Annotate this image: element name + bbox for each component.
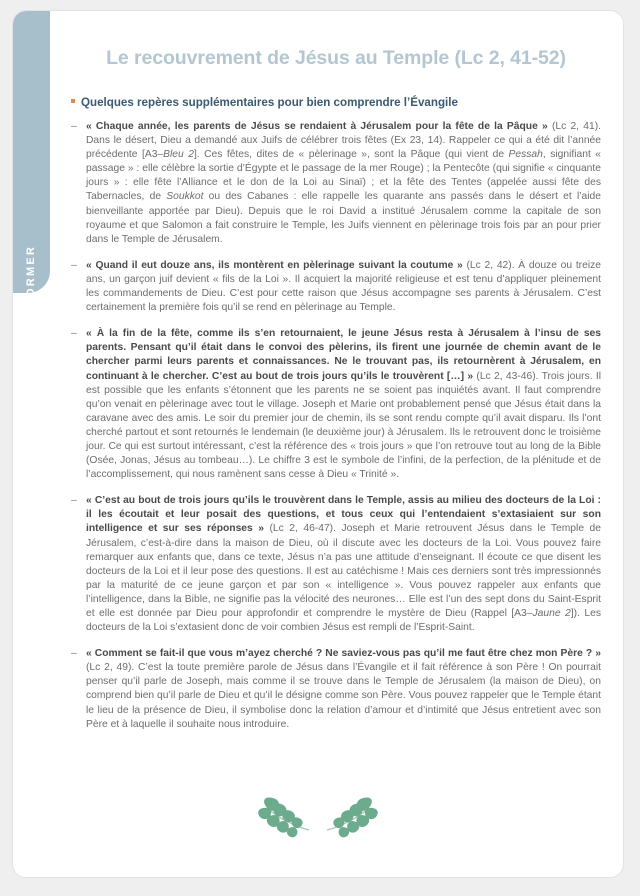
section-heading — [71, 96, 601, 109]
laurel-leaves-ornament — [13, 791, 623, 843]
note-commentary: (Lc 2, 41). Dans le désert, Dieu a demandé aux Juifs de célébrer trois fêtes (Ex 23, 14). Rappeler ce qui a été dit l’année précédente [A3–Bleu 2]. Ces fêtes, dites de « pèlerinage », sont la Pâque (qui vient de Pessah, signifiant « passage » : elle célèbre la sortie d’Égypte et le passage de la mer Rouge) ; la Pentecôte (qui signifie « cinquante jours » : elle fête l’Alliance et le don de la Loi au Sinaï) ; et la fête des Tentes (appelée aussi fête des Tabernacles, de Soukkot ou des Cabanes : elle rappelle les quarante ans passés dans le désert et l’aide bienveillante apportée par Dieu). Depuis que le roi David a institué Jérusalem comme la capitale de son royaume et que Salomon a fait construire le Temple, les Juifs viennent en pèlerinage trois fois par an pour prier dans le Temple de Jérusalem. — [86, 121, 601, 245]
document-page — [12, 10, 624, 878]
note-text — [86, 259, 601, 315]
note-scripture-quote: « Chaque année, les parents de Jésus se rendaient à Jérusalem pour la fête de la Pâque » — [86, 121, 548, 132]
note-dash-marker: – — [71, 328, 77, 340]
note-dash-marker: – — [71, 259, 77, 271]
note-item — [71, 120, 601, 247]
note-scripture-quote: « C’est au bout de trois jours qu’ils le trouvèrent dans le Temple, assis au milieu des docteurs de la Loi : il les écoutait et leur posait des questions, et tous ceux qui l’entendaient s’extasiaient sur son intelligence et sur ses réponses » — [86, 495, 601, 535]
notes-list — [71, 120, 601, 732]
note-item — [71, 259, 601, 315]
note-scripture-quote: « Quand il eut douze ans, ils montèrent en pèlerinage suivant la coutume » — [86, 259, 463, 271]
step-band-label: ÉTAPE 1 · SE FORMER — [25, 245, 37, 407]
note-commentary: (Lc 2, 49). C’est la toute première parole de Jésus dans l’Évangile et il fait référence à son Père ! On pourrait penser qu’il parle de Joseph, mais comme il se trouve dans le Temple de Jérusalem (la maison de Dieu), on comprend bien qu’il parle de Dieu et qu’il le désigne comme son Père. Vous pouvez rappeler que le Temple étant le lieu de la présence de Dieu, il symbolise donc la relation d’amour et d’intimité que Jésus entretient avec son Père et à laquelle il souhaite nous introduire. — [86, 662, 601, 730]
note-dash-marker: – — [71, 495, 77, 507]
note-text — [86, 647, 601, 732]
note-dash-marker: – — [71, 648, 77, 660]
note-text — [86, 494, 601, 635]
square-bullet-icon — [71, 99, 75, 103]
note-item — [71, 647, 601, 732]
section-heading-label: Quelques repères supplémentaires pour bien comprendre l’Évangile — [81, 96, 458, 109]
note-item — [71, 494, 601, 635]
note-scripture-quote: « À la fin de la fête, comme ils s’en retournaient, le jeune Jésus resta à Jérusalem à l’insu de ses parents. Pensant qu’il était dans le convoi des pèlerins, ils firent une journée de chemin avant de le chercher parmi leurs parents et connaissances. Ne le trouvant pas, ils retournèrent à Jérusalem, en continuant à le chercher. C’est au bout de trois jours qu’ils le trouvèrent […] » — [86, 328, 601, 382]
note-dash-marker: – — [71, 121, 77, 132]
step-band — [13, 11, 50, 407]
note-scripture-quote: « Comment se fait-il que vous m’ayez cherché ? Ne saviez-vous pas qu’il me faut être chez mon Père ? » — [86, 648, 601, 660]
document-content — [61, 11, 623, 877]
note-item — [71, 327, 601, 482]
note-commentary: (Lc 2, 42). À douze ou treize ans, un garçon juif devient « fils de la Loi ». Il acquiert la majorité religieuse et est tenu d’appliquer pleinement les commandements de Dieu. C’est pour cette raison que Jésus accompagne ses parents à Jérusalem. C’est certainement la première fois qu’il se rend en pèlerinage au Temple. — [86, 259, 602, 314]
page-title: Le recouvrement de Jésus au Temple (Lc 2, 41-52) — [106, 47, 566, 69]
note-commentary: (Lc 2, 46-47). Joseph et Marie retrouvent Jésus dans le Temple de Jérusalem, c’est-à-dire dans la maison de Dieu, où il discute avec les docteurs de la Loi. Vous pouvez faire remarquer aux enfants que, dans ce texte, Jésus n’a pas une attitude d’enseignant. Il écoute ce que disent les docteurs de la Loi et il leur pose des questions. Il est au catéchisme ! Mais ces derniers sont très impressionnés par la maturité de ce jeune garçon et par son « intelligence ». Vous pouvez rappeler aux enfants que l’intelligence, dans la Bible, ne signifie pas la vélocité des neurones… Elle est l’un des sept dons du Saint-Esprit et elle est donnée par Dieu pour approfondir et comprendre le mystère de Dieu (Rappel [A3–Jaune 2]). Les docteurs de la Loi s’extasient donc de voir combien Jésus est rempli de l’Esprit-Saint. — [86, 523, 601, 634]
note-commentary: (Lc 2, 43-46). Trois jours. Il est possible que les enfants s’étonnent que les parents ne se soient pas inquiétés avant. Il faut comprendre qu’on venait en pèlerinage avec tout le village. Joseph et Marie ont probablement pensé que Jésus était dans la caravane avec des amis. Le soir du premier jour de chemin, ils se sont rendu compte qu’il avait disparu. Ils l’ont cherché partout et sont retournés le lendemain (le deuxième jour) à Jérusalem. Ils le retrouvent donc le troisième jour. Ce qui est surtout intéressant, c’est la référence des « trois jours » que l’on retrouve tout au long de la Bible (Osée, Jonas, Jésus au tombeau…). Le chiffre 3 est le symbole de l’infini, de la perfection, de la plénitude et de l’accomplissement, qui nous ramènent sans cesse à Dieu « Trinité ». — [86, 370, 601, 481]
note-text — [86, 120, 601, 247]
note-text — [86, 327, 601, 482]
